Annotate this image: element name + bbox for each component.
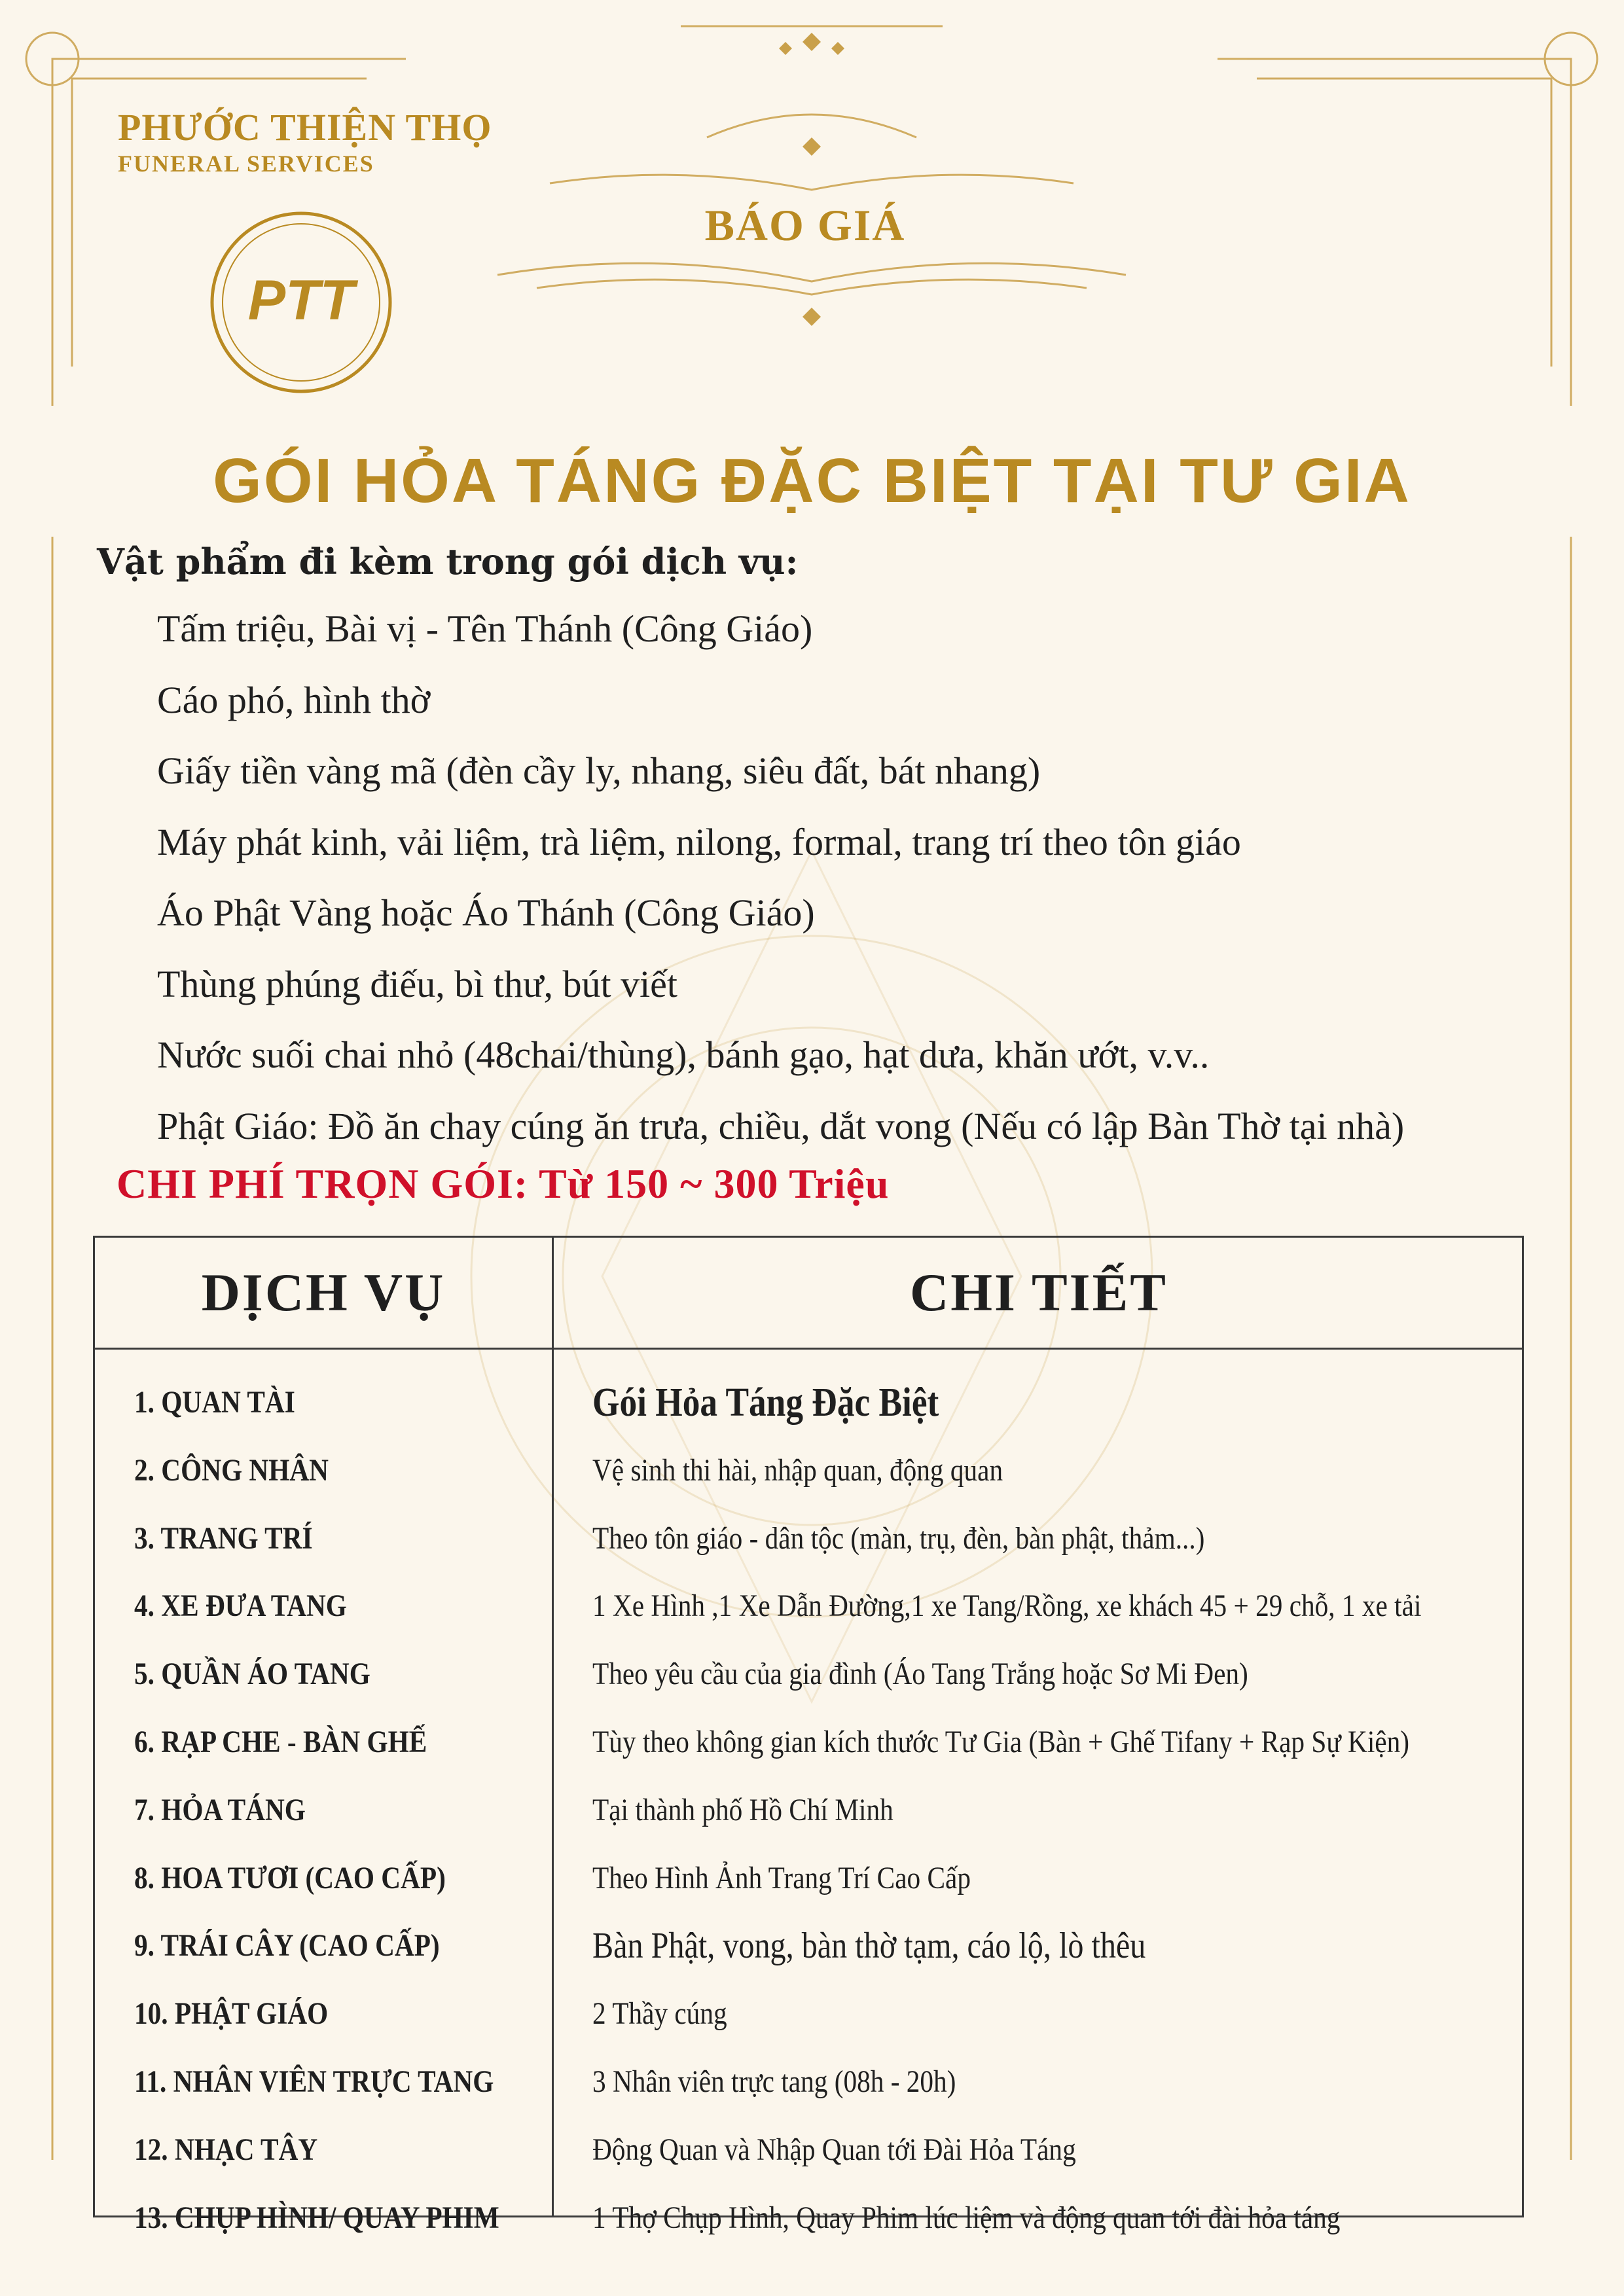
table-row (95, 1572, 1522, 1640)
service-table (93, 1236, 1524, 2235)
included-item: Cáo phó, hình thờ (157, 678, 431, 721)
included-item: Áo Phật Vàng hoặc Áo Thánh (Công Giáo) (157, 891, 815, 934)
included-items-list (157, 600, 1404, 1168)
service-name: 1. QUAN TÀI (134, 1385, 295, 1420)
service-detail: Tại thành phố Hồ Chí Minh (592, 1792, 893, 1827)
service-name: 13. CHỤP HÌNH/ QUAY PHIM (134, 2200, 499, 2235)
included-item: Thùng phúng điếu, bì thư, bút viết (157, 962, 678, 1005)
service-name: 9. TRÁI CÂY (CAO CẤP) (134, 1928, 440, 1964)
service-detail: 1 Xe Hình ,1 Xe Dẫn Đường,1 xe Tang/Rồng, xe khách 45 + 29 chỗ, 1 xe tải (592, 1588, 1422, 1624)
service-name: 11. NHÂN VIÊN TRỰC TANG (134, 2064, 494, 2099)
table-row (95, 2184, 1522, 2252)
header-divider (95, 1348, 1522, 1350)
service-name: 6. RẠP CHE - BÀN GHẾ (134, 1724, 427, 1759)
service-detail: Vệ sinh thi hài, nhập quan, động quan (592, 1452, 1003, 1488)
included-item: Máy phát kinh, vải liệm, trà liệm, nilong, formal, trang trí theo tôn giáo (157, 820, 1241, 863)
service-detail: 2 Thầy cúng (592, 1996, 727, 2032)
service-name: 12. NHẠC TÂY (134, 2132, 318, 2167)
table-row (95, 1776, 1522, 1844)
package-price: CHI PHÍ TRỌN GÓI: Từ 150 ~ 300 Triệu (117, 1160, 890, 1207)
service-name: 10. PHẬT GIÁO (134, 1996, 329, 2032)
service-detail: Động Quan và Nhập Quan tới Đài Hỏa Táng (592, 2132, 1076, 2167)
table-row (95, 1640, 1522, 1708)
service-detail: Gói Hỏa Táng Đặc Biệt (592, 1380, 939, 1425)
included-item: Giấy tiền vàng mã (đèn cầy ly, nhang, siêu đất, bát nhang) (157, 749, 1041, 792)
table-row (95, 2048, 1522, 2116)
service-detail: Tùy theo không gian kích thước Tư Gia (Bàn + Ghế Tifany + Rạp Sự Kiện) (592, 1724, 1410, 1759)
brand-block (118, 105, 492, 177)
header-detail: CHI TIẾT (910, 1263, 1168, 1322)
service-name: 2. CÔNG NHÂN (134, 1452, 329, 1488)
page-title: GÓI HỎA TÁNG ĐẶC BIỆT TẠI TƯ GIA (213, 446, 1411, 516)
included-item: Phật Giáo: Đồ ăn chay cúng ăn trưa, chiều, dắt vong (Nếu có lập Bàn Thờ tại nhà) (157, 1104, 1405, 1147)
logo-monogram: PTT (247, 269, 355, 332)
table-row (95, 2116, 1522, 2184)
service-name: 8. HOA TƯƠI (CAO CẤP) (134, 1860, 446, 1895)
table-row (95, 1912, 1522, 1980)
service-detail: 1 Thợ Chụp Hình, Quay Phim lúc liệm và động quan tới đài hỏa táng (592, 2200, 1341, 2235)
header-service: DỊCH VỤ (201, 1263, 446, 1322)
table-row (95, 1505, 1522, 1573)
brand-logo (208, 209, 394, 395)
table-row (95, 1708, 1522, 1776)
brand-subtitle: FUNERAL SERVICES (118, 151, 374, 177)
table-rows (95, 1369, 1522, 2251)
brand-name: PHƯỚC THIỆN THỌ (118, 106, 492, 149)
service-name: 3. TRANG TRÍ (134, 1520, 313, 1556)
included-heading: Vật phẩm đi kèm trong gói dịch vụ: (97, 541, 799, 583)
table-row (95, 1980, 1522, 2048)
service-name: 4. XE ĐƯA TANG (134, 1588, 347, 1624)
included-item: Tấm triệu, Bài vị - Tên Thánh (Công Giáo) (157, 607, 813, 650)
included-item: Nước suối chai nhỏ (48chai/thùng), bánh gạo, hạt dưa, khăn ướt, v.v.. (157, 1033, 1210, 1076)
service-detail: Theo Hình Ảnh Trang Trí Cao Cấp (592, 1860, 971, 1895)
service-detail: Theo tôn giáo - dân tộc (màn, trụ, đèn, bàn phật, thảm...) (592, 1520, 1205, 1556)
table-row (95, 1844, 1522, 1912)
service-name: 5. QUẦN ÁO TANG (134, 1657, 370, 1692)
service-detail: 3 Nhân viên trực tang (08h - 20h) (592, 2064, 956, 2099)
service-name: 7. HỎA TÁNG (134, 1792, 306, 1827)
service-detail: Theo yêu cầu của gia đình (Áo Tang Trắng hoặc Sơ Mi Đen) (592, 1657, 1248, 1692)
quote-badge: BÁO GIÁ (704, 200, 906, 250)
service-detail: Bàn Phật, vong, bàn thờ tạm, cáo lộ, lò thêu (592, 1926, 1146, 1967)
table-row (95, 1437, 1522, 1505)
table-row (95, 1369, 1522, 1437)
